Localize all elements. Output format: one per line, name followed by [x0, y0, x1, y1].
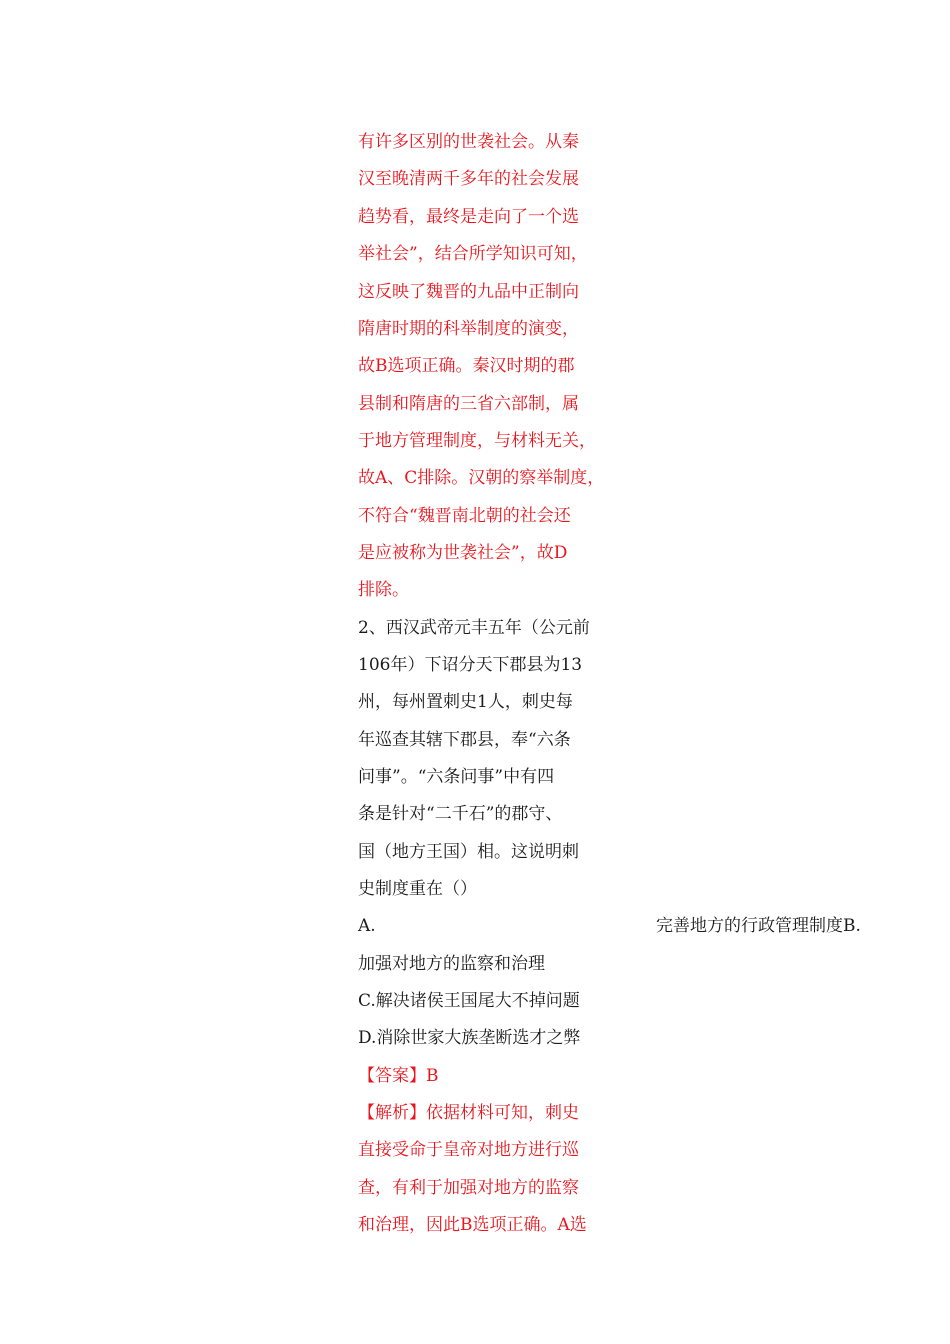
question-stem-line: 条是针对“二千石”的郡守、 — [358, 804, 563, 824]
explanation-line: 是应被称为世袭社会”，故D — [358, 543, 568, 563]
explanation-line: 有许多区别的世袭社会。从秦 — [358, 132, 579, 152]
option-b-text: 加强对地方的监察和治理 — [358, 954, 545, 974]
explanation-line: 汉至晚清两千多年的社会发展 — [358, 169, 579, 189]
question-stem-line: 问事”。“六条问事”中有四 — [358, 767, 555, 787]
question-stem-line: 106年）下诏分天下郡县为13 — [358, 655, 583, 675]
analysis-line: 直接受命于皇帝对地方进行巡 — [358, 1140, 579, 1160]
analysis-line: 和治理，因此B选项正确。A选 — [358, 1215, 587, 1235]
option-a-label: A. — [358, 916, 376, 936]
explanation-line: 故B选项正确。秦汉时期的郡 — [358, 356, 575, 376]
analysis-line: 查，有利于加强对地方的监察 — [358, 1178, 579, 1198]
explanation-line: 举社会”，结合所学知识可知， — [358, 244, 588, 264]
explanation-line: 不符合“魏晋南北朝的社会还 — [358, 506, 571, 526]
option-d: D.消除世家大族垄断选才之弊 — [358, 1028, 581, 1048]
explanation-line: 故A、C排除。汉朝的察举制度， — [358, 468, 605, 488]
explanation-line: 隋唐时期的科举制度的演变， — [358, 319, 579, 339]
question-stem-line: 2、西汉武帝元丰五年（公元前 — [358, 618, 590, 638]
explanation-line: 趋势看，最终是走向了一个选 — [358, 207, 579, 227]
option-a-text: 完善地方的行政管理制度B. — [656, 916, 861, 936]
question-stem-line: 年巡查其辖下郡县，奉“六条 — [358, 730, 571, 750]
question-stem-line: 史制度重在（） — [358, 879, 477, 899]
question-stem-line: 国（地方王国）相。这说明刺 — [358, 842, 579, 862]
answer: 【答案】B — [358, 1066, 439, 1086]
explanation-line: 这反映了魏晋的九品中正制向 — [358, 282, 579, 302]
explanation-line: 于地方管理制度，与材料无关， — [358, 431, 596, 451]
explanation-line: 排除。 — [358, 580, 409, 600]
explanation-line: 县制和隋唐的三省六部制，属 — [358, 394, 579, 414]
option-c: C.解决诸侯王国尾大不掉问题 — [358, 991, 580, 1011]
question-stem-line: 州，每州置刺史1人，刺史每 — [358, 692, 573, 712]
analysis-line: 【解析】依据材料可知，刺史 — [358, 1103, 579, 1123]
